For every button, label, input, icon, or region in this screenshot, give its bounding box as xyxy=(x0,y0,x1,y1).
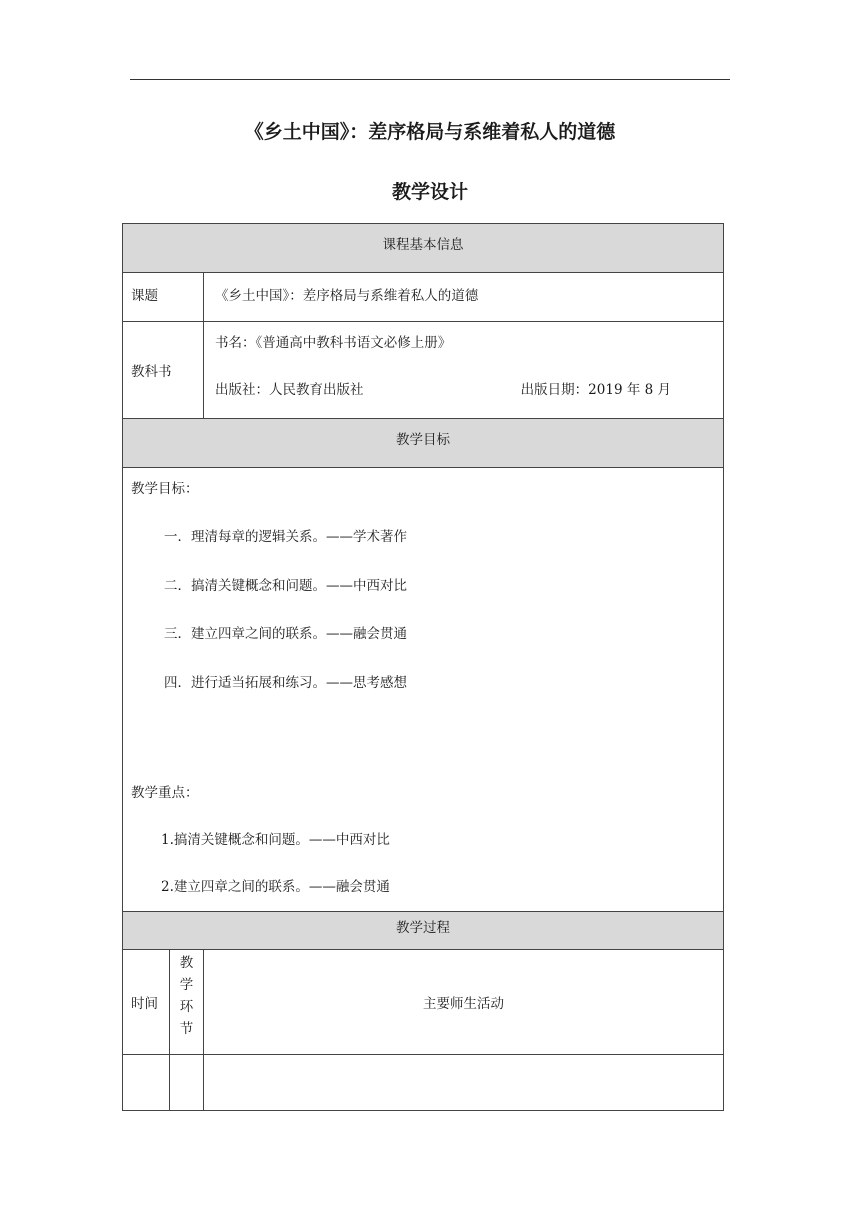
objective-item: 一．理清每章的逻辑关系。——学术著作 xyxy=(164,529,407,545)
publisher: 出版社：人民教育出版社 xyxy=(215,382,364,398)
time-cell xyxy=(123,1055,170,1111)
book-name: 书名：《普通高中教科书语文必修上册》 xyxy=(215,335,452,351)
activity-label: 主要师生活动 xyxy=(423,996,504,1012)
document-title: 《乡土中国》：差序格局与系维着私人的道德 xyxy=(244,121,616,143)
document-subtitle: 教学设计 xyxy=(391,181,468,203)
course-info-header xyxy=(123,224,724,273)
objectives-intro: 教学目标： xyxy=(131,481,199,497)
objectives-header-text: 教学目标 xyxy=(396,432,450,448)
objective-item: 三．建立四章之间的联系。——融会贯通 xyxy=(164,626,407,642)
objective-item: 二．搞清关键概念和问题。——中西对比 xyxy=(164,577,407,594)
time-label: 时间 xyxy=(131,996,158,1012)
publisher-row xyxy=(204,351,671,398)
activity-cell xyxy=(204,1055,724,1111)
topic-label: 课题 xyxy=(131,288,158,304)
publish-date: 出版日期：2019 年 8 月 xyxy=(520,382,671,398)
key-points-list xyxy=(123,817,723,911)
process-header xyxy=(123,912,724,950)
stage-cell xyxy=(170,1055,204,1111)
key-point-item: 1.搞清关键概念和问题。——中西对比 xyxy=(161,832,390,848)
time-column-header xyxy=(123,950,170,1055)
textbook-label: 教科书 xyxy=(131,364,172,380)
key-point-item: 2.建立四章之间的联系。——融会贯通 xyxy=(161,879,390,895)
lesson-plan-table xyxy=(122,223,724,1111)
textbook-label-cell xyxy=(123,322,204,419)
topic-value: 《乡土中国》：差序格局与系维着私人的道德 xyxy=(215,288,479,304)
activity-column-header xyxy=(204,950,724,1055)
process-header-text: 教学过程 xyxy=(396,920,450,936)
textbook-info-cell xyxy=(204,322,724,419)
objective-item: 四．进行适当拓展和练习。——思考感想 xyxy=(164,674,407,691)
objectives-list xyxy=(123,513,723,707)
topic-label-cell xyxy=(123,273,204,322)
key-points-label: 教学重点： xyxy=(131,785,199,801)
header-rule xyxy=(130,79,730,80)
stage-column-header xyxy=(170,950,204,1055)
stage-label: 教 学 环 节 xyxy=(179,955,194,1037)
course-info-header-text: 课程基本信息 xyxy=(382,237,464,253)
objectives-header xyxy=(123,419,724,468)
topic-value-cell xyxy=(204,273,724,322)
objectives-body xyxy=(123,468,724,912)
